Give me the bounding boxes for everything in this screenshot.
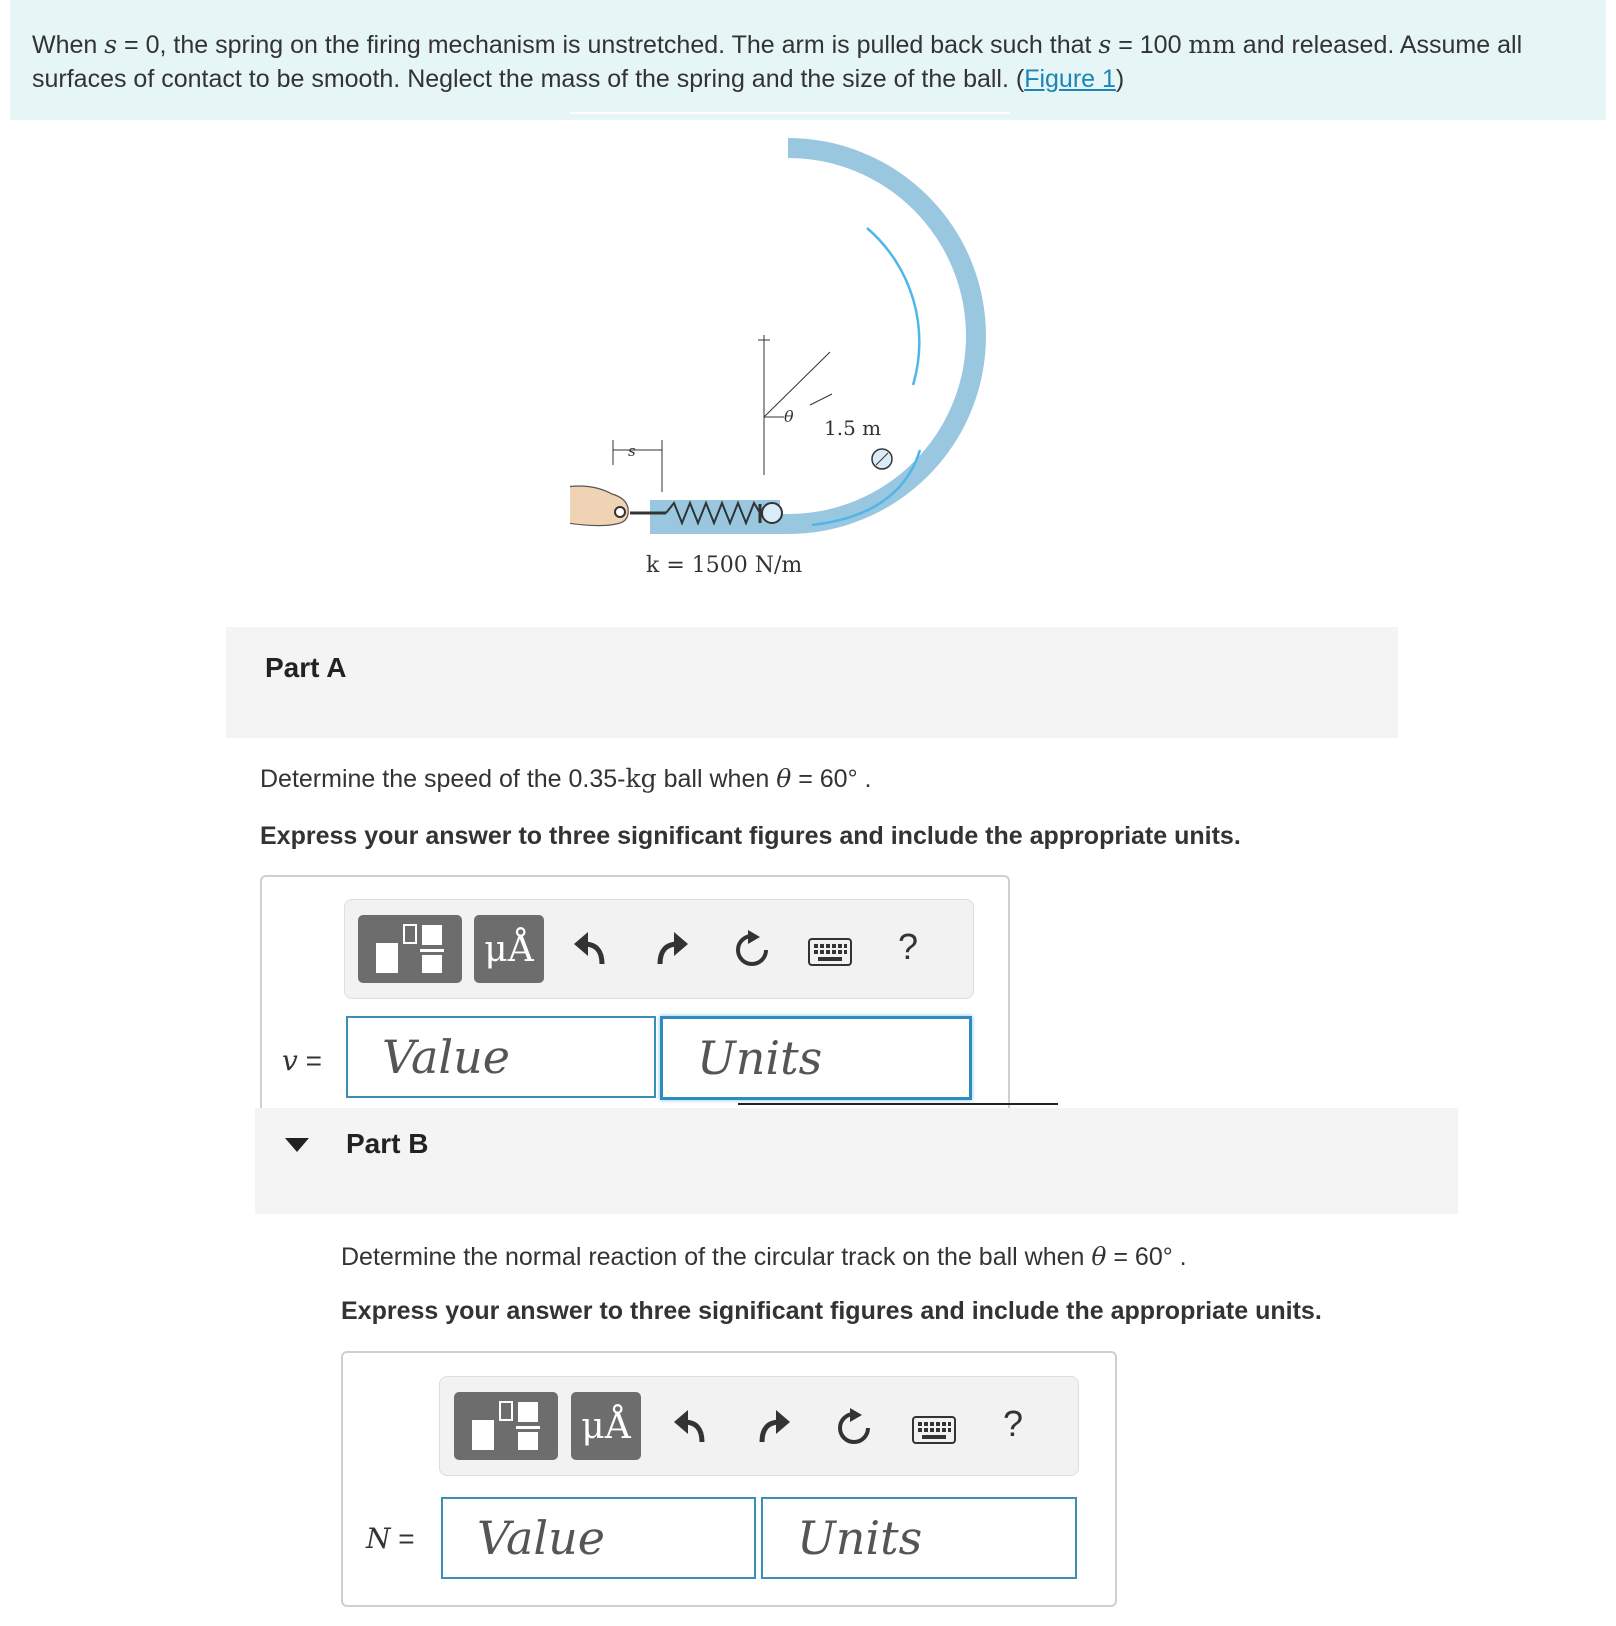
radius-label: 1.5 m bbox=[824, 416, 882, 440]
part-b-prompt bbox=[341, 1242, 1187, 1272]
prompt-text: Determine the speed of the 0.35- bbox=[260, 765, 626, 793]
equals-sign: = bbox=[390, 1523, 415, 1554]
templates-button[interactable] bbox=[454, 1392, 558, 1460]
units-symbol-button[interactable]: μÅ bbox=[474, 915, 544, 983]
templates-icon bbox=[454, 1392, 558, 1460]
part-a-prompt bbox=[260, 764, 871, 794]
intro-text: When bbox=[32, 31, 105, 59]
templates-icon bbox=[358, 915, 462, 983]
circular-track bbox=[650, 138, 986, 534]
variable-label-n bbox=[366, 1522, 415, 1555]
theta-label: θ bbox=[784, 407, 794, 426]
keyboard-icon[interactable] bbox=[912, 1416, 956, 1444]
value-input[interactable] bbox=[346, 1016, 656, 1098]
hand bbox=[570, 486, 628, 526]
equals-sign: = bbox=[297, 1045, 322, 1076]
intro-unit: mm bbox=[1188, 30, 1236, 59]
radius-line bbox=[764, 352, 830, 417]
redo-icon[interactable] bbox=[654, 928, 690, 968]
prompt-text: = 60° . bbox=[1106, 1243, 1187, 1271]
help-button[interactable]: ? bbox=[898, 926, 919, 967]
figure-link[interactable]: Figure 1 bbox=[1024, 65, 1116, 93]
intro-text: = 100 bbox=[1111, 31, 1189, 59]
intro-text: ) bbox=[1115, 65, 1125, 93]
problem-statement bbox=[10, 0, 1606, 120]
prompt-theta: θ bbox=[776, 764, 792, 793]
overlay-divider-line bbox=[738, 1103, 1058, 1105]
s-label: s bbox=[628, 442, 636, 460]
variable-symbol: v bbox=[282, 1044, 298, 1077]
intro-var-s: s bbox=[1098, 30, 1112, 59]
intro-text: and released. Assume all surfaces of contact to be smooth. Neglect the mass of the spring and the size of the ball. ( bbox=[32, 31, 1523, 93]
undo-icon[interactable] bbox=[672, 1406, 708, 1446]
part-b-title: Part B bbox=[346, 1128, 429, 1159]
variable-label-v bbox=[282, 1044, 322, 1077]
pull-ring bbox=[615, 507, 625, 517]
units-input[interactable] bbox=[660, 1016, 972, 1100]
prompt-text: ball when bbox=[656, 765, 777, 793]
reset-icon[interactable] bbox=[834, 1408, 874, 1448]
prompt-theta: θ bbox=[1091, 1242, 1107, 1271]
figure-top-edge bbox=[570, 112, 1010, 114]
collapse-caret-icon[interactable] bbox=[284, 1136, 310, 1154]
part-a-header[interactable] bbox=[226, 627, 1398, 738]
ball-path-upper bbox=[867, 228, 919, 385]
units-symbol-button[interactable]: μÅ bbox=[571, 1392, 641, 1460]
radius-dimension-arrow bbox=[810, 394, 832, 405]
prompt-text: Determine the normal reaction of the circular track on the ball when bbox=[341, 1243, 1092, 1271]
units-input[interactable] bbox=[761, 1497, 1077, 1579]
undo-icon[interactable] bbox=[572, 928, 608, 968]
figure-diagram bbox=[570, 130, 1010, 600]
ball bbox=[762, 503, 782, 523]
redo-icon[interactable] bbox=[756, 1406, 792, 1446]
keyboard-icon[interactable] bbox=[808, 938, 852, 966]
templates-button[interactable] bbox=[358, 915, 462, 983]
prompt-unit: kg bbox=[625, 764, 657, 793]
value-input[interactable] bbox=[441, 1497, 756, 1579]
help-button[interactable]: ? bbox=[1003, 1403, 1024, 1444]
part-a-instruction: Express your answer to three significant figures and include the appropriate units. bbox=[260, 822, 1241, 850]
part-b-instruction: Express your answer to three significant figures and include the appropriate units. bbox=[341, 1297, 1322, 1325]
variable-symbol: N bbox=[366, 1522, 391, 1555]
spring-constant-label: k = 1500 N/m bbox=[646, 553, 803, 578]
intro-text: = 0, the spring on the firing mechanism is unstretched. The arm is pulled back such that bbox=[117, 31, 1099, 59]
part-a-title: Part A bbox=[265, 652, 347, 683]
part-b-header[interactable] bbox=[255, 1108, 1458, 1214]
reset-icon[interactable] bbox=[732, 930, 772, 970]
intro-var-s: s bbox=[104, 30, 118, 59]
prompt-text: = 60° . bbox=[791, 765, 872, 793]
